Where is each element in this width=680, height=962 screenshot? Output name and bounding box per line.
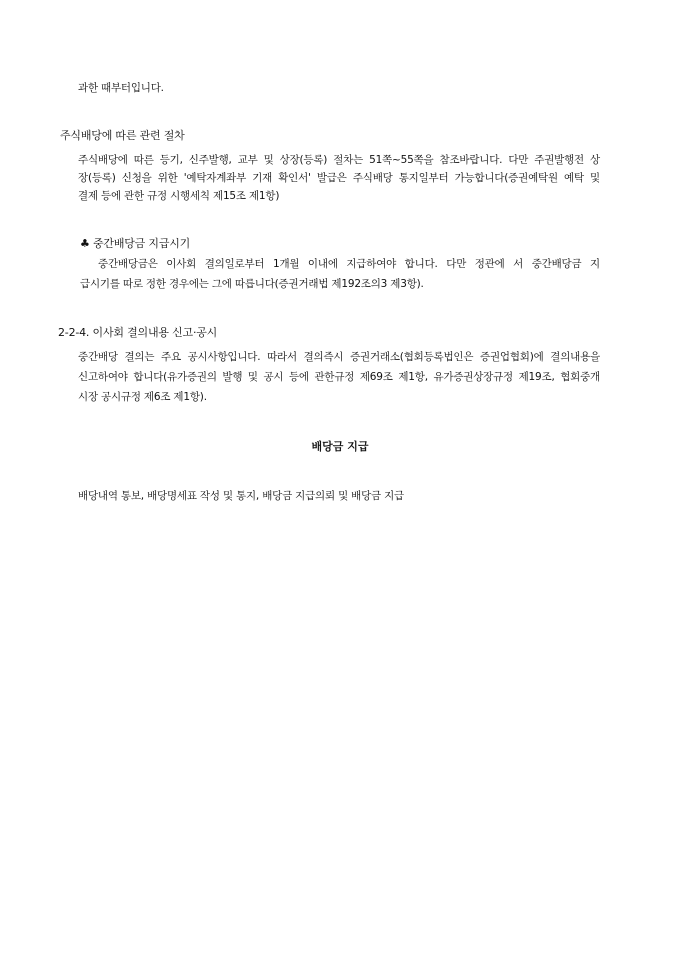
club-icon: ♣: [80, 237, 90, 250]
stock-dividend-text-line-2: 장(등록) 신청을 위한 '예탁자계좌부 기재 확인서' 발급은 주식배당 통지일부터 가능합니다(증권예탁원 예탁 및: [78, 172, 600, 184]
disclosure-text-line-1: 중간배당 결의는 주요 공시사항입니다. 따라서 결의즉시 증권거래소(협회등록법인은 증권업협회)에 결의내용을: [78, 351, 600, 363]
intro-text-line: 과한 때부터입니다.: [78, 82, 164, 94]
section-heading-board-resolution-disclosure: 2-2-4. 이사회 결의내용 신고·공시: [58, 326, 218, 339]
stock-dividend-text-line-3: 결제 등에 관한 규정 시행세칙 제15조 제1항): [78, 190, 280, 202]
disclosure-text-line-2: 신고하여야 합니다(유가증권의 발행 및 공시 등에 관한규정 제69조 제1항, 유가증권상장규정 제19조, 협회중개: [78, 371, 600, 383]
stock-dividend-text-line-1: 주식배당에 따른 등기, 신주발행, 교부 및 상장(등록) 절차는 51쪽~55쪽을 참조바랍니다. 다만 주권발행전 상: [78, 154, 600, 166]
subsection-heading-interim-payment-timing: [80, 237, 190, 251]
section-title-dividend-payment: 배당금 지급: [311, 440, 369, 453]
subsection-heading-label: 중간배당금 지급시기: [92, 237, 191, 250]
interim-payment-text-line-1: 중간배당금은 이사회 결의일로부터 1개월 이내에 지급하여야 합니다. 다만 정관에 서 중간배당금 지: [98, 258, 600, 270]
interim-payment-text-line-2: 급시기를 따로 정한 경우에는 그에 따릅니다(증권거래법 제192조의3 제3항).: [80, 278, 424, 290]
disclosure-text-line-3: 시장 공시규정 제6조 제1항).: [78, 391, 207, 403]
section-heading-stock-dividend: 주식배당에 따른 관련 절차: [60, 129, 185, 142]
dividend-payment-text-line: 배당내역 통보, 배당명세표 작성 및 통지, 배당금 지급의뢰 및 배당금 지급: [78, 490, 404, 502]
